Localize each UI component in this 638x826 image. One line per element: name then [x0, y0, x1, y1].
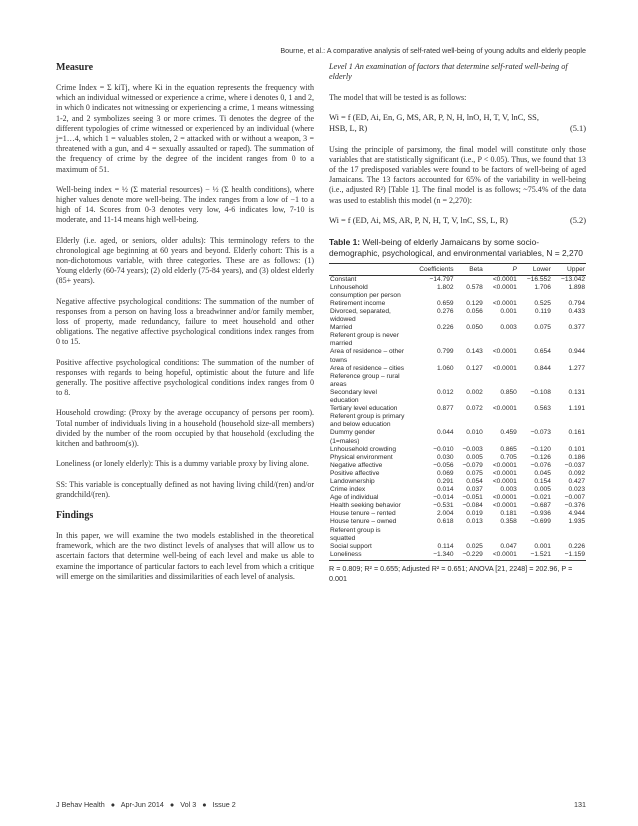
table-cell: [455, 527, 484, 543]
table-row: [329, 300, 586, 308]
table-cell: 0.377: [568, 324, 585, 332]
footer-citation: [56, 800, 586, 809]
table-cell: 0.044: [437, 429, 454, 437]
table-title-text: Well-being of elderly Jamaicans by some socio-demographic, psychological, and environmental variables, N = 2,270: [329, 236, 583, 258]
table-cell: −0.531: [433, 502, 454, 510]
table-cell: −0.010: [433, 445, 454, 453]
table-cell: 0.154: [534, 477, 551, 485]
table-cell: 0.358: [500, 518, 517, 526]
table-cell: 0.433: [568, 308, 585, 315]
table-cell: [455, 373, 484, 389]
table-cell: <0.0001: [484, 551, 518, 561]
table-cell: [552, 527, 586, 543]
table-cell: [407, 413, 455, 429]
table-cell: 0.794: [568, 299, 585, 307]
table-cell: 0.037: [466, 486, 483, 494]
table-row: [329, 502, 586, 510]
table-row: [329, 446, 586, 454]
table-cell: 1.706: [534, 283, 551, 291]
table-row: [329, 308, 586, 324]
table-cell: 0.865: [500, 445, 517, 453]
table-row: [329, 284, 586, 300]
table-cell: 0.023: [568, 486, 585, 494]
row-label: Secondary level education: [330, 388, 377, 405]
table-cell: 2.004: [437, 510, 454, 518]
table-row: [329, 275, 586, 284]
table-row: [329, 332, 586, 348]
equation-5-1-line1: Wi = f (ED, Ai, En, G, MS, AR, P, N, H, lnO, H, T, V, lnC, SS,: [329, 113, 539, 123]
table-cell: 0.101: [568, 445, 585, 453]
table-body: [329, 275, 586, 560]
table-cell: −0.229: [455, 551, 484, 561]
table-cell: −14.797: [429, 275, 454, 283]
column-header: P: [484, 263, 518, 275]
table-cell: −0.108: [530, 388, 551, 396]
table-row: [329, 518, 586, 526]
positive-affective-paragraph: Positive affective psychological conditions: The summation of the number of responses with regards to being hopeful, optimistic about the future and life generally. The positive affective psychological conditions index ranges from 0 to 8.: [56, 357, 314, 398]
page-number: 131: [574, 800, 586, 809]
table-cell: −0.376: [564, 502, 585, 510]
footer-issue: Issue 2: [212, 800, 236, 809]
table-cell: 0.129: [466, 299, 483, 307]
wellbeing-index-paragraph: Well-being index = ½ (Σ material resources) − ½ (Σ health conditions), where higher values denote more well-being. The index ranges from a low of −1 to a high of 14. Scores from 0-3 denotes very low, 4-6 indicates low, 7-10 is moderate, and 11-14 means high well-being.: [56, 184, 314, 225]
table-cell: 0.045: [534, 469, 551, 477]
table-cell: [484, 527, 518, 543]
findings-paragraph: In this paper, we will examine the two models established in the theoretical framework, which are the two distinct levels of analyses that will allow us to ascertain factors that determine well-being of each level and make us able to examine the importance of particular factors to each level from which a critique will emerge on the similarities and dissimilarities of each level of analysis.: [56, 530, 314, 581]
table-cell: 0.226: [568, 542, 585, 550]
table-cell: [407, 332, 455, 348]
table-cell: 0.012: [437, 388, 454, 396]
table-row: [329, 543, 586, 551]
row-label: Physical environment: [330, 453, 393, 461]
table-row: [329, 478, 586, 486]
table-cell: 0.054: [466, 477, 483, 485]
table-cell: 0.075: [534, 324, 551, 332]
table-cell: 0.291: [437, 477, 454, 485]
table-cell: 0.877: [437, 405, 454, 413]
row-label: Divorced, separated, widowed: [330, 308, 391, 324]
table-cell: 0.127: [466, 364, 483, 372]
table-row: [329, 494, 586, 502]
table-cell: −0.076: [530, 461, 551, 469]
row-label: Loneliness: [329, 551, 407, 561]
findings-heading: Findings: [56, 509, 94, 521]
table-cell: 0.131: [568, 388, 585, 396]
table-cell: 0.563: [534, 405, 551, 413]
equation-5-1: [329, 113, 586, 135]
table-cell: 0.047: [500, 542, 517, 550]
table-cell: 0.114: [437, 542, 454, 550]
table-cell: 0.226: [437, 324, 454, 332]
equation-5-2-text: Wi = f (ED, Ai, MS, AR, P, N, H, T, V, lnC, SS, L, R): [329, 215, 508, 225]
table-cell: −0.003: [462, 445, 483, 453]
wellbeing-table: [329, 263, 586, 561]
footer-journal: J Behav Health: [56, 800, 105, 809]
table-row: [329, 510, 586, 518]
row-label: Lnhousehold consumption per person: [330, 283, 401, 299]
table-cell: −0.084: [462, 502, 483, 510]
elderly-definition-paragraph: Elderly (i.e. aged, or seniors, older adults): This terminology refers to the chronological age beginning at 60 years and beyond. Elderly cohort: This is a non-dichotomous variable, with three categories. These are as follows: (1) Young elderly (60-74 years); (2) old elderly (75-84 years), and (3) oldest elderly (85+ years).: [56, 235, 314, 286]
table-cell: [484, 332, 518, 348]
column-header: Coefficients: [407, 263, 455, 275]
table-cell: −0.037: [564, 461, 585, 469]
table-row: [329, 405, 586, 413]
table-row: [329, 454, 586, 462]
table-cell: −0.079: [462, 461, 483, 469]
table-row: [329, 551, 586, 561]
table-cell: <0.0001: [492, 405, 517, 413]
table-cell: −0.073: [530, 429, 551, 437]
table-title-label: Table 1:: [329, 236, 361, 247]
table-cell: 0.003: [500, 486, 517, 494]
row-label: Referent group is never married: [330, 332, 399, 348]
equation-5-2-number: (5.2): [569, 215, 586, 225]
table-cell: −1.521: [518, 551, 552, 561]
table-cell: <0.0001: [492, 461, 517, 469]
row-label: House tenure – owned: [330, 518, 397, 526]
table-cell: 0.001: [500, 308, 517, 315]
table-cell: 0.799: [437, 348, 454, 356]
table-cell: −0.014: [433, 494, 454, 502]
table-cell: 0.276: [437, 308, 454, 315]
table-row: [329, 429, 586, 445]
row-label: Tertiary level education: [330, 405, 398, 413]
row-label: Landownership: [330, 477, 375, 485]
table-cell: 0.050: [466, 324, 483, 332]
footer-date: Apr-Jun 2014: [120, 800, 164, 809]
table-cell: 0.659: [437, 299, 454, 307]
table-cell: 1.277: [568, 364, 585, 372]
table-cell: 0.618: [437, 518, 454, 526]
table-cell: 0.005: [534, 486, 551, 494]
left-column: [56, 62, 314, 592]
table-cell: 0.143: [466, 348, 483, 356]
row-label: Positive affective: [330, 469, 380, 477]
right-column: [329, 62, 586, 583]
table-cell: 0.025: [466, 542, 483, 550]
table-cell: 1.191: [568, 405, 585, 413]
table-cell: <0.0001: [492, 299, 517, 307]
table-cell: 0.119: [534, 308, 551, 315]
row-label: Reference group – rural areas: [330, 372, 400, 388]
table-cell: 1.898: [568, 283, 585, 291]
table-cell: <0.0001: [492, 348, 517, 356]
table-cell: 0.069: [437, 469, 454, 477]
table-cell: 0.427: [568, 477, 585, 485]
row-label: Crime index: [330, 486, 366, 494]
table-cell: [455, 413, 484, 429]
level1-subheading: Level 1 An examination of factors that determine self-rated well-being of elderly: [329, 62, 568, 82]
table-cell: [455, 332, 484, 348]
equation-5-1-number: (5.1): [569, 123, 586, 133]
table-row: [329, 348, 586, 364]
table-cell: 0.578: [466, 283, 483, 291]
page-footer: [56, 800, 586, 809]
footer-volume: Vol 3: [180, 800, 197, 809]
table-cell: −13.042: [560, 275, 585, 283]
crime-index-paragraph: Crime Index = Σ kiTj, where Ki in the equation represents the frequency with which an individual witnessed or experience a crime, where i denotes 0, 1 and 2, in which 0 indicates not witnessing or experiencing a crime, 1 means witnessing 1-2, and 2 symbolizes seeing 3 or more crimes. Ti denotes the degree of the different typologies of crime witnessed or experienced by an individual (where j=1…4, which 1 = valuables stolen, 2 = attacked with or without a weapon, 3 = threatened with a gun, and 4 = sexually assaulted or raped). The summation of the frequency of crime by the degree of the incident ranges from 0 to a maximum of 51.: [56, 83, 314, 174]
row-label: Referent group is squatted: [330, 526, 381, 542]
table-cell: 0.705: [500, 453, 517, 461]
footer-bullet: ●: [202, 800, 207, 809]
table-cell: [552, 413, 586, 429]
row-label: Health seeking behavior: [330, 502, 401, 510]
model-intro-paragraph: The model that will be tested is as follows:: [329, 92, 467, 102]
table-cell: 0.092: [568, 469, 585, 477]
table-row: [329, 462, 586, 470]
table-cell: −0.051: [462, 494, 483, 502]
footer-bullet: ●: [169, 800, 175, 809]
column-header: [329, 263, 407, 275]
table-cell: 0.002: [466, 388, 483, 396]
table-cell: 0.014: [437, 486, 454, 494]
table-row: [329, 324, 586, 332]
table-cell: 0.056: [466, 308, 483, 315]
table-cell: −0.936: [530, 510, 551, 518]
footer-bullet: ●: [110, 800, 116, 809]
table-cell: 1.802: [437, 283, 454, 291]
row-label: Area of residence – cities: [330, 364, 405, 372]
table-row: [329, 470, 586, 478]
loneliness-paragraph: Loneliness (or lonely elderly): This is a dummy variable proxy by living alone.: [56, 459, 309, 469]
table-cell: 0.844: [534, 364, 551, 372]
table-cell: −1.159: [552, 551, 586, 561]
table-cell: −1.340: [407, 551, 455, 561]
table-cell: 0.010: [466, 429, 483, 437]
table-cell: [407, 527, 455, 543]
table-cell: [518, 332, 552, 348]
household-crowding-paragraph: Household crowding: (Proxy by the average occupancy of persons per room). Total number of individuals living in a household (household size-all members) divided by the number of the room occupied by that household (excluding the kitchen and bathroom(s)).: [56, 408, 314, 449]
row-label: Married: [330, 324, 353, 332]
table-cell: [455, 275, 484, 284]
table-row: [329, 389, 586, 405]
row-label: Lnhousehold crowding: [330, 445, 396, 453]
table-cell: 0.075: [466, 469, 483, 477]
table-cell: −0.126: [530, 453, 551, 461]
table-row: [329, 365, 586, 373]
table-cell: 0.001: [534, 542, 551, 550]
table-cell: 0.850: [500, 388, 517, 396]
table-cell: −0.120: [530, 445, 551, 453]
row-label: Social support: [330, 542, 372, 550]
table-cell: −0.056: [433, 461, 454, 469]
running-header: Bourne, et al.: A comparative analysis of self-rated well-being of young adults and elderly people: [280, 46, 586, 55]
row-label: Referent group is primary and below education: [330, 413, 405, 429]
table-cell: 0.013: [466, 518, 483, 526]
table-cell: 0.030: [437, 453, 454, 461]
table-cell: <0.0001: [492, 275, 517, 283]
table-cell: <0.0001: [492, 502, 517, 510]
equation-5-2: [329, 216, 586, 227]
row-label: Constant: [330, 275, 357, 283]
table-cell: <0.0001: [492, 364, 517, 372]
column-header: Beta: [455, 263, 484, 275]
table-row: [329, 527, 586, 543]
column-header: Upper: [552, 263, 586, 275]
table-cell: <0.0001: [492, 477, 517, 485]
table-cell: [407, 373, 455, 389]
table-cell: [484, 413, 518, 429]
row-label: Retirement income: [330, 299, 386, 307]
table-cell: [518, 373, 552, 389]
table-cell: −0.021: [530, 494, 551, 502]
table-cell: <0.0001: [492, 469, 517, 477]
negative-affective-paragraph: Negative affective psychological conditions: The summation of the number of responses from a person on having loss a breadwinner and/or family member, loss of property, made redundancy, failure to meet household and other obligations. The negative affective psychological conditions index ranges from 0 to 15.: [56, 296, 314, 347]
table-cell: 0.072: [466, 405, 483, 413]
parsimony-paragraph: Using the principle of parsimony, the final model will constitute only those variables that are statistically significant (i.e., P < 0.05). Thus, we found that 13 of the 17 predisposed variables were found to be factors of well-being of aged Jamaicans. The 13 factors accounted for 65% of the variability in well-being (i.e., adjusted R²) [Table 1]. The final model is as follows; ~75.4% of the data was used to establish this model (n = 2,270):: [329, 144, 586, 205]
table-cell: 0.161: [568, 429, 585, 437]
table-cell: 0.019: [466, 510, 483, 518]
table-cell: −0.687: [530, 502, 551, 510]
row-label: Dummy gender (1=males): [330, 429, 376, 445]
table-cell: 0.654: [534, 348, 551, 356]
table-cell: [518, 413, 552, 429]
table-cell: −0.699: [530, 518, 551, 526]
table-cell: [552, 332, 586, 348]
table-row: [329, 486, 586, 494]
table-cell: [518, 527, 552, 543]
table-cell: <0.0001: [492, 283, 517, 291]
table-cell: 0.186: [568, 453, 585, 461]
row-label: Area of residence – other towns: [330, 348, 405, 364]
column-header: Lower: [518, 263, 552, 275]
row-label: House tenure – rented: [330, 510, 396, 518]
table-row: [329, 413, 586, 429]
row-label: Negative affective: [330, 461, 383, 469]
table-cell: 1.060: [437, 364, 454, 372]
table-cell: 0.944: [568, 348, 585, 356]
equation-5-1-line2: HSB, L, R): [329, 123, 368, 133]
table-cell: <0.0001: [492, 494, 517, 502]
table-cell: 0.459: [500, 429, 517, 437]
row-label: Age of individual: [330, 494, 379, 502]
table-cell: 4.944: [568, 510, 585, 518]
table-cell: 0.181: [500, 510, 517, 518]
table-note: R = 0.809; R² = 0.655; Adjusted R² = 0.651; ANOVA [21, 2248] = 202.96, P = 0.001: [329, 563, 573, 583]
table-cell: [552, 373, 586, 389]
table-cell: 0.005: [466, 453, 483, 461]
table-cell: −16.552: [526, 275, 551, 283]
measure-heading: Measure: [56, 62, 94, 73]
table-title: [329, 237, 586, 259]
table-cell: 0.525: [534, 299, 551, 307]
table-cell: [484, 373, 518, 389]
table-cell: 0.003: [500, 324, 517, 332]
table-cell: −0.007: [564, 494, 585, 502]
table-cell: 1.935: [568, 518, 585, 526]
table-row: [329, 373, 586, 389]
table-header-row: [329, 263, 586, 275]
ss-paragraph: SS: This variable is conceptually defined as not having living child/(ren) and/or grandchild/(ren).: [56, 479, 314, 499]
